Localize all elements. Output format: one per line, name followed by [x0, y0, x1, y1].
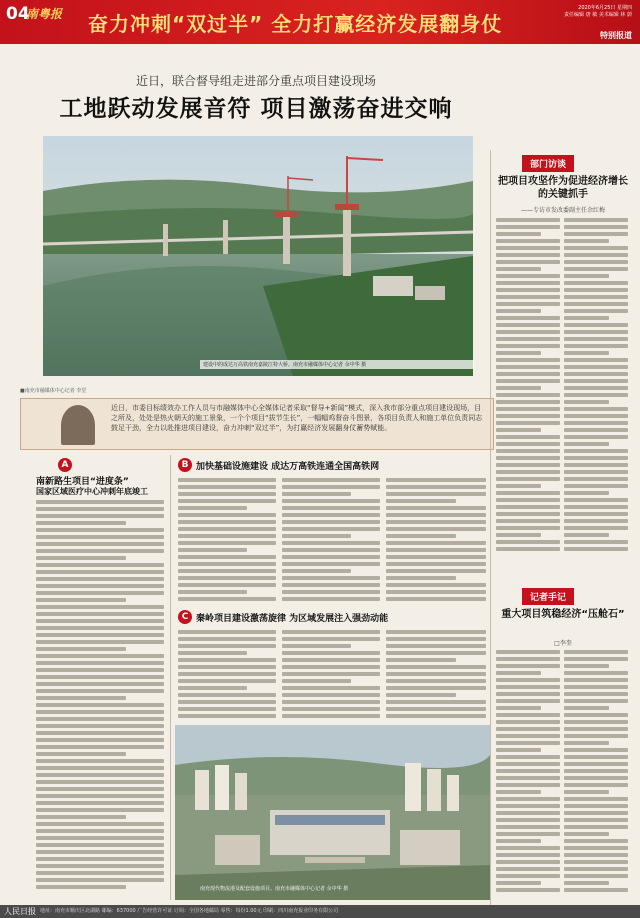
section-b-letter: B: [178, 458, 192, 472]
section-b-col3: [386, 478, 486, 603]
reporter-line: ■南充市融媒体中心记者 李堂: [20, 388, 87, 394]
section-b-col2: [282, 478, 380, 603]
reporter-photo: [61, 405, 95, 445]
sidebar: [492, 150, 632, 905]
photo-caption: 建设中的成达万高铁南充嘉陵江特大桥。南充市融媒体中心记者 余中华 摄: [200, 360, 474, 369]
interview-col1: [496, 218, 560, 558]
lead-paragraph: 近日，市委目标绩效办工作人员与市融媒体中心全媒体记者采取“督导+新闻”模式，深入我市部分重点项目建设现场，目之所及，处处是热火朝天的施工景象，一个个项目“拔节生长”，一幅幅鸡督奋斗图景，各项目负责人和施工单位负责同志鼓足干劲，全力以赴推进项目建设，奋力冲刺“双过半”，为打赢经济发展翻身仗蓄势赋能。: [111, 404, 483, 432]
section-b-col1: [178, 478, 276, 603]
article-kicker: 近日，联合督导组走进部分重点项目建设现场: [135, 74, 376, 88]
bottom-photo-caption: 南充现代物流港及配套设施项目。南充市融媒体中心记者 余中华 摄: [200, 886, 349, 892]
section-c-title: 秦岭项目建设激荡旋律 为区域发展注入强劲动能: [196, 613, 389, 624]
section-c-letter: C: [178, 610, 192, 624]
commentary-author: □李奎: [554, 640, 572, 647]
lead-box: [20, 398, 494, 450]
section-c-col2: [282, 630, 380, 722]
section-a-letter: A: [58, 458, 72, 472]
section-a-header: [58, 458, 72, 472]
page-number: 04: [6, 4, 30, 24]
interview-col2: [564, 218, 628, 558]
bridge-photo: [43, 136, 473, 376]
sidebar-divider: [490, 150, 491, 905]
article-headline: 工地跃动发展音符 项目激荡奋进交响: [59, 96, 453, 122]
special-label: 特别报道: [600, 31, 632, 40]
footer-logo: 人民日报: [4, 907, 36, 916]
section-c-header: [178, 610, 388, 624]
banner-meta: [520, 5, 632, 19]
header-banner: [0, 0, 640, 44]
section-a-subtitle: 国家区域医疗中心冲刺年底竣工: [36, 487, 148, 496]
banner-title: 奋力冲刺“双过半” 全力打赢经济发展翻身仗: [88, 12, 503, 36]
section-c-col1: [178, 630, 276, 722]
section-c-col3: [386, 630, 486, 722]
tag-reporter-notes: 记者手记: [522, 588, 574, 605]
paper-logo: 南粤报: [26, 7, 63, 21]
section-b-title: 加快基础设施建设 成达万高铁连通全国高铁网: [196, 461, 380, 472]
commentary-col1: [496, 650, 560, 900]
editor-info: 责任编辑 唐 敏 美术编辑 林 蔚: [564, 12, 632, 18]
date-info: 2020年6月25日 星期四: [578, 5, 632, 11]
logistics-photo: [175, 725, 490, 900]
interview-subtitle: ——专访市发改委副主任余红梅: [520, 207, 605, 214]
section-b-header: [178, 458, 379, 472]
column-divider: [170, 455, 171, 900]
interview-title: 把项目攻坚作为促进经济增长的关键抓手: [498, 176, 628, 200]
footer: [0, 905, 640, 918]
section-a-title: 南新路生项目“进度条”: [36, 477, 129, 487]
tag-department-interview: 部门访谈: [522, 155, 574, 172]
footer-text: 地址：南充市顺庆区北湖路 邮编：637000 广告经营许可证 订阅：全国各地邮局 零售：每份1.00元 印刷：四川南充报业印务有限公司: [40, 908, 339, 914]
section-a-body: [36, 500, 164, 900]
commentary-col2: [564, 650, 628, 900]
commentary-title: 重大项目筑稳经济“压舱石”: [501, 609, 625, 620]
